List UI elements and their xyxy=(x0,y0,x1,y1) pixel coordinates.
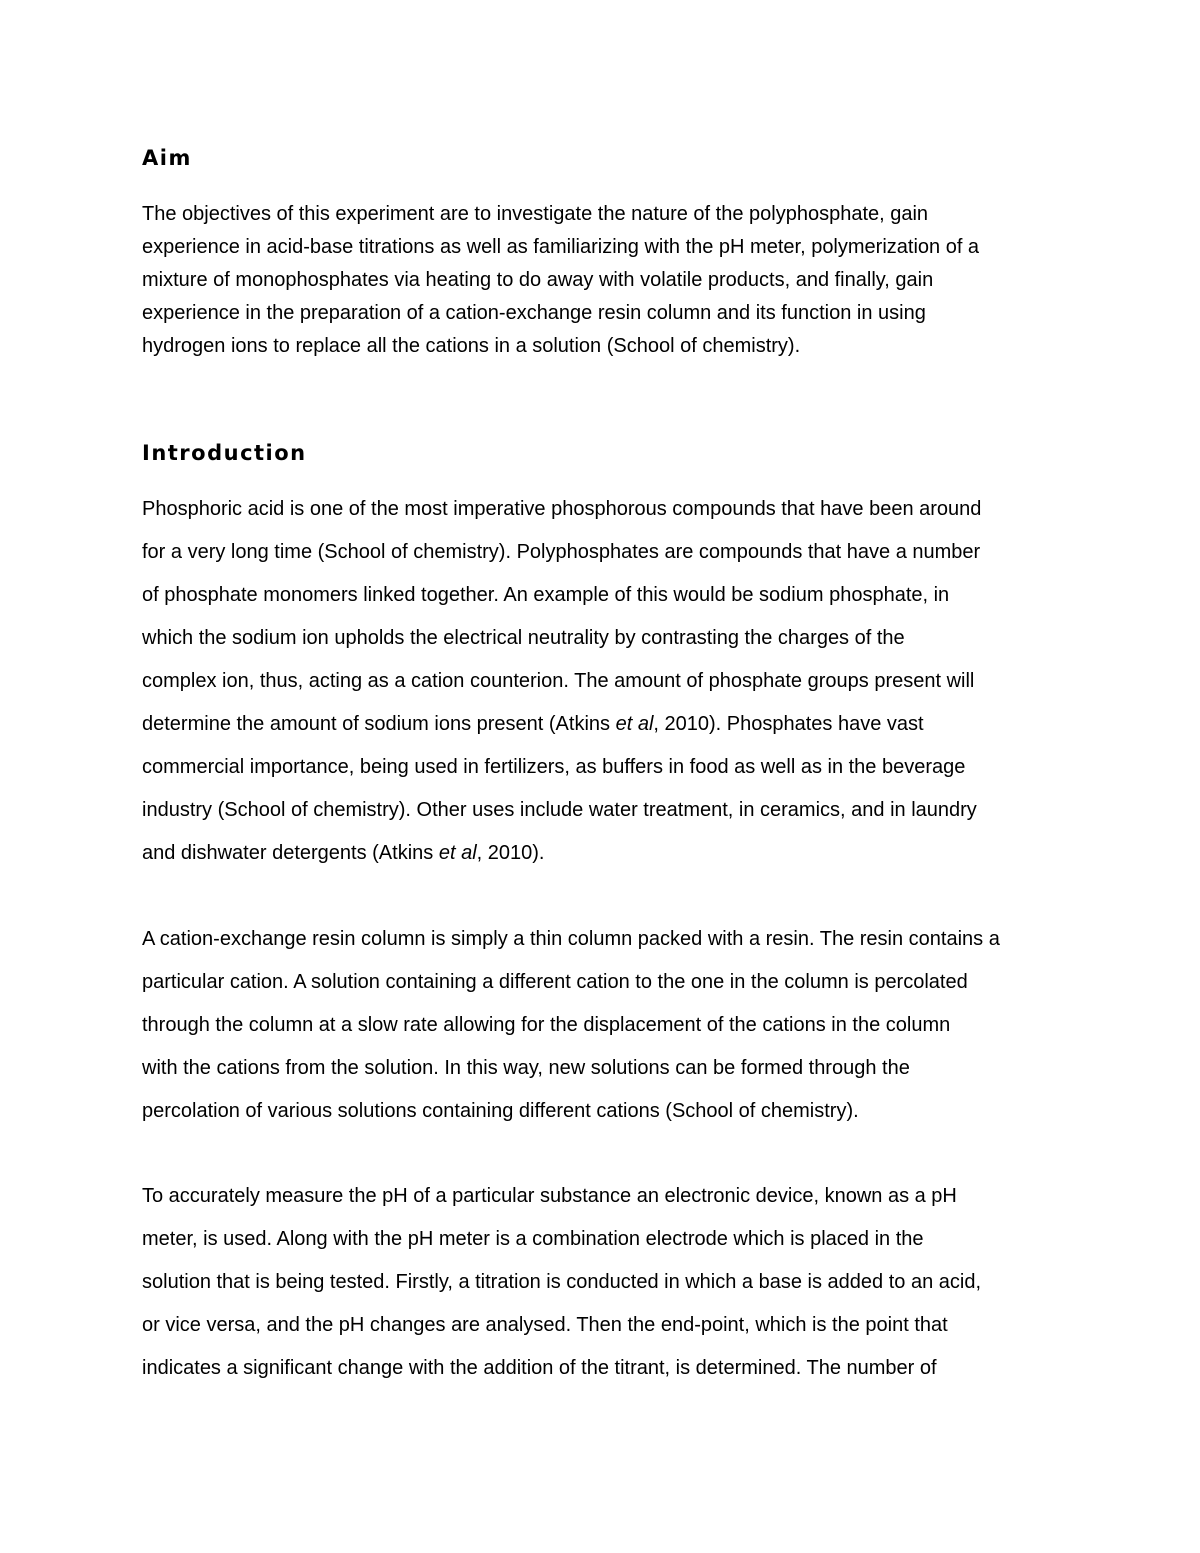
text-line: percolation of various solutions containing different cations (School of chemistry). xyxy=(142,1100,859,1122)
italic-citation: et al xyxy=(438,842,477,864)
text-line: Phosphoric acid is one of the most imperative phosphorous compounds that have been around xyxy=(142,498,982,520)
text-line: The objectives of this experiment are to investigate the nature of the polyphosphate, gain xyxy=(142,203,929,225)
text-line: A cation-exchange resin column is simply a thin column packed with a resin. The resin contains a xyxy=(142,928,1000,950)
text-line: of phosphate monomers linked together. An example of this would be sodium phosphate, in xyxy=(142,584,950,606)
text-line: solution that is being tested. Firstly, a titration is conducted in which a base is added to an acid, xyxy=(142,1271,981,1293)
text-segment: determine the amount of sodium ions present (Atkins xyxy=(142,713,616,735)
text-line: particular cation. A solution containing a different cation to the one in the column is percolated xyxy=(142,971,968,993)
text-line: which the sodium ion upholds the electrical neutrality by contrasting the charges of the xyxy=(142,627,905,649)
text-line: through the column at a slow rate allowing for the displacement of the cations in the column xyxy=(142,1014,951,1036)
text-segment: and dishwater detergents (Atkins xyxy=(142,842,439,864)
text-line: indicates a significant change with the addition of the titrant, is determined. The number of xyxy=(142,1357,937,1379)
text-line: experience in acid-base titrations as well as familiarizing with the pH meter, polymerization of a xyxy=(142,236,980,258)
introduction-paragraph-1 xyxy=(142,488,1062,875)
introduction-paragraph-2 xyxy=(142,918,1062,1133)
text-line: with the cations from the solution. In this way, new solutions can be formed through the xyxy=(142,1057,910,1079)
text-line: industry (School of chemistry). Other uses include water treatment, in ceramics, and in laundry xyxy=(142,799,977,821)
aim-heading: Aim xyxy=(142,146,192,170)
aim-paragraph xyxy=(142,198,1062,363)
text-line: for a very long time (School of chemistry). Polyphosphates are compounds that have a number xyxy=(142,541,981,563)
text-line: commercial importance, being used in fertilizers, as buffers in food as well as in the beverage xyxy=(142,756,966,778)
text-line: complex ion, thus, acting as a cation counterion. The amount of phosphate groups present will xyxy=(142,670,975,692)
text-line xyxy=(142,832,1062,875)
italic-citation: et al xyxy=(615,713,654,735)
text-line: hydrogen ions to replace all the cations in a solution (School of chemistry). xyxy=(142,335,801,357)
text-line: To accurately measure the pH of a particular substance an electronic device, known as a pH xyxy=(142,1185,957,1207)
introduction-paragraph-3 xyxy=(142,1175,1062,1390)
text-line: mixture of monophosphates via heating to do away with volatile products, and finally, gain xyxy=(142,269,934,291)
text-segment: , 2010). Phosphates have vast xyxy=(653,713,924,735)
text-line: experience in the preparation of a cation-exchange resin column and its function in using xyxy=(142,302,926,324)
introduction-heading: Introduction xyxy=(142,441,307,465)
text-line: or vice versa, and the pH changes are analysed. Then the end-point, which is the point that xyxy=(142,1314,948,1336)
text-line: meter, is used. Along with the pH meter is a combination electrode which is placed in the xyxy=(142,1228,924,1250)
text-segment: , 2010). xyxy=(476,842,545,864)
text-line xyxy=(142,703,1062,746)
